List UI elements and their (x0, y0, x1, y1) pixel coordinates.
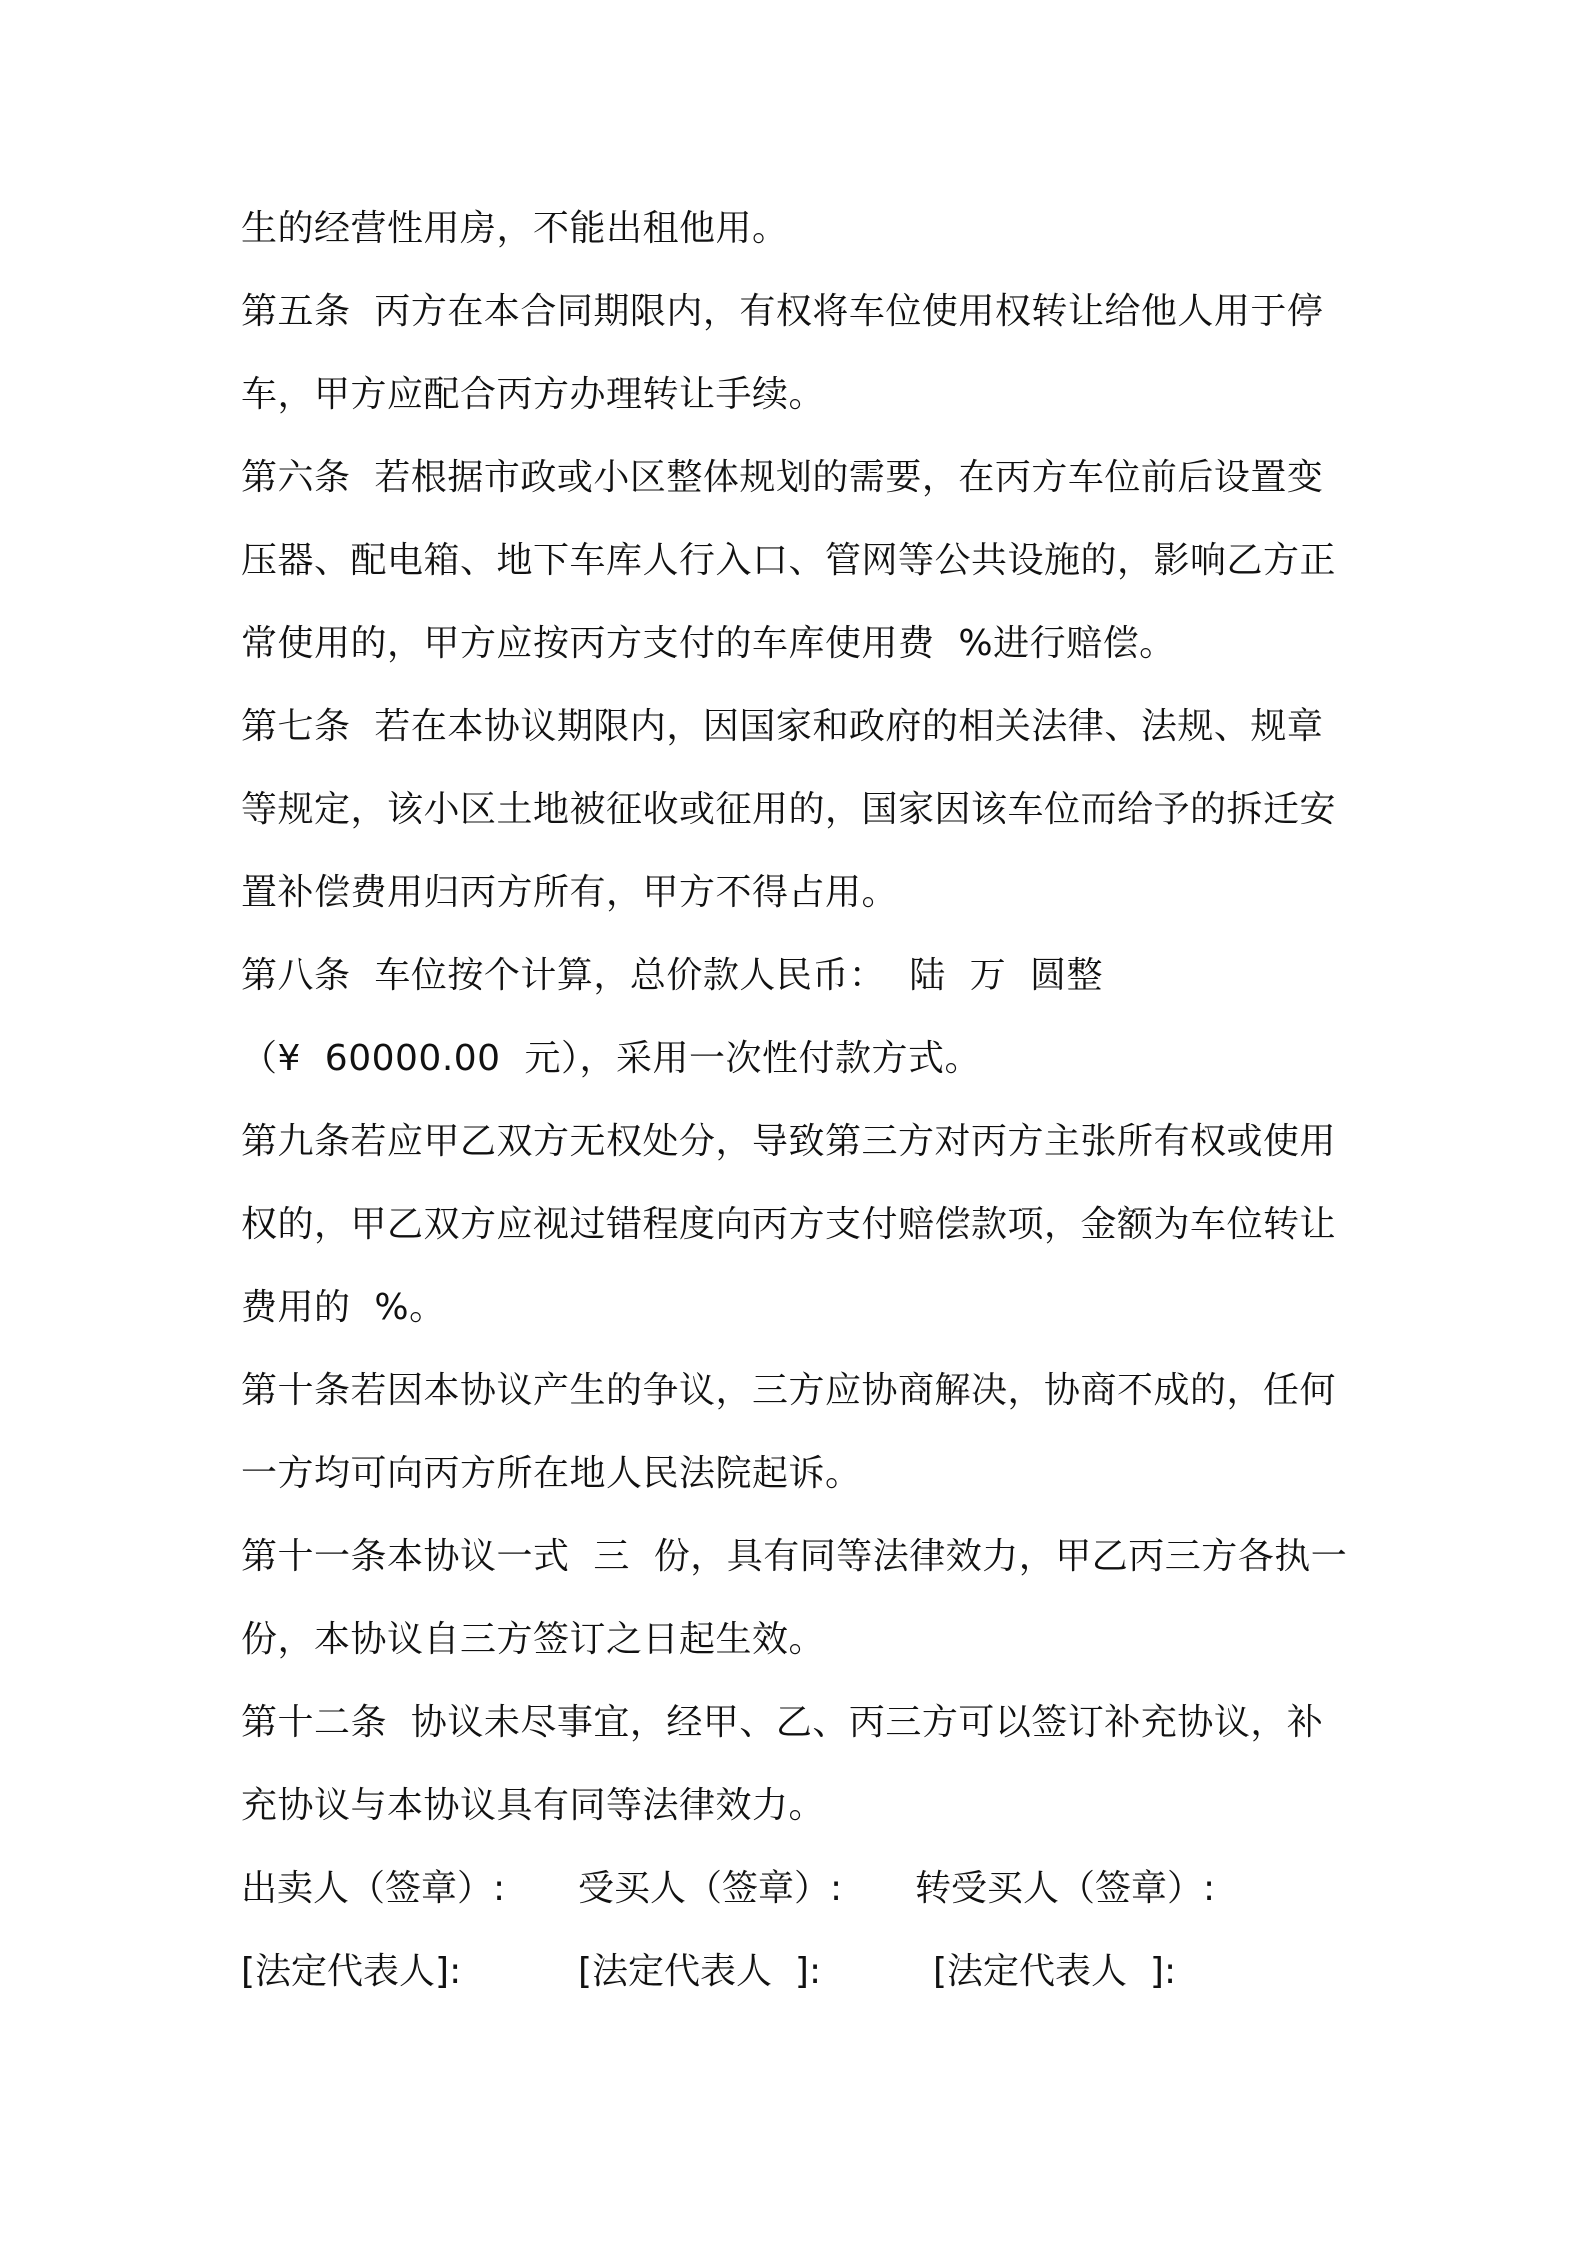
text-line: 置补偿费用归丙方所有，甲方不得占用。 (241, 872, 899, 913)
text-line: 生的经营性用房，不能出租他用。 (241, 208, 789, 249)
text-line: 份，本协议自三方签订之日起生效。 (241, 1619, 826, 1660)
text-line: 常使用的，甲方应按丙方支付的车库使用费 %进行赔偿。 (241, 623, 1176, 664)
text-line: 等规定，该小区土地被征收或征用的，国家因该车位而给予的拆迁安 (241, 789, 1337, 830)
text-line: 压器、配电箱、地下车库人行入口、管网等公共设施的，影响乙方正 (241, 540, 1337, 581)
text-line: 第八条 车位按个计算，总价款人民币： 陆 万 圆整 (241, 955, 1104, 996)
seller-representative-label: [法定代表人]: (241, 1951, 462, 1992)
text-line: 第六条 若根据市政或小区整体规划的需要，在丙方车位前后设置变 (241, 457, 1324, 498)
text-line: 车，甲方应配合丙方办理转让手续。 (241, 374, 826, 415)
seller-signature-label: 出卖人（签章）: (241, 1868, 506, 1909)
buyer-signature-label: 受买人（签章）: (578, 1868, 843, 1909)
transferee-signature-label: 转受买人（签章）: (915, 1868, 1216, 1909)
text-line: 第七条 若在本协议期限内，因国家和政府的相关法律、法规、规章 (241, 706, 1324, 747)
text-line: 第十一条本协议一式 三 份，具有同等法律效力，甲乙丙三方各执一 (241, 1536, 1348, 1577)
transferee-representative-label: [法定代表人 ]: (933, 1951, 1177, 1992)
buyer-representative-label: [法定代表人 ]: (578, 1951, 822, 1992)
text-line: 费用的 %。 (241, 1287, 446, 1328)
text-line: 第五条 丙方在本合同期限内，有权将车位使用权转让给他人用于停 (241, 291, 1324, 332)
text-line: 第十条若因本协议产生的争议，三方应协商解决，协商不成的，任何 (241, 1370, 1337, 1411)
text-line: 充协议与本协议具有同等法律效力。 (241, 1785, 826, 1826)
text-line: 第十二条 协议未尽事宜，经甲、乙、丙三方可以签订补充协议，补 (241, 1702, 1324, 1743)
text-line: 第九条若应甲乙双方无权处分，导致第三方对丙方主张所有权或使用 (241, 1121, 1337, 1162)
text-line: （¥ 60000.00 元），采用一次性付款方式。 (241, 1038, 981, 1079)
text-line: 一方均可向丙方所在地人民法院起诉。 (241, 1453, 862, 1494)
text-line: 权的，甲乙双方应视过错程度向丙方支付赔偿款项，金额为车位转让 (241, 1204, 1337, 1245)
